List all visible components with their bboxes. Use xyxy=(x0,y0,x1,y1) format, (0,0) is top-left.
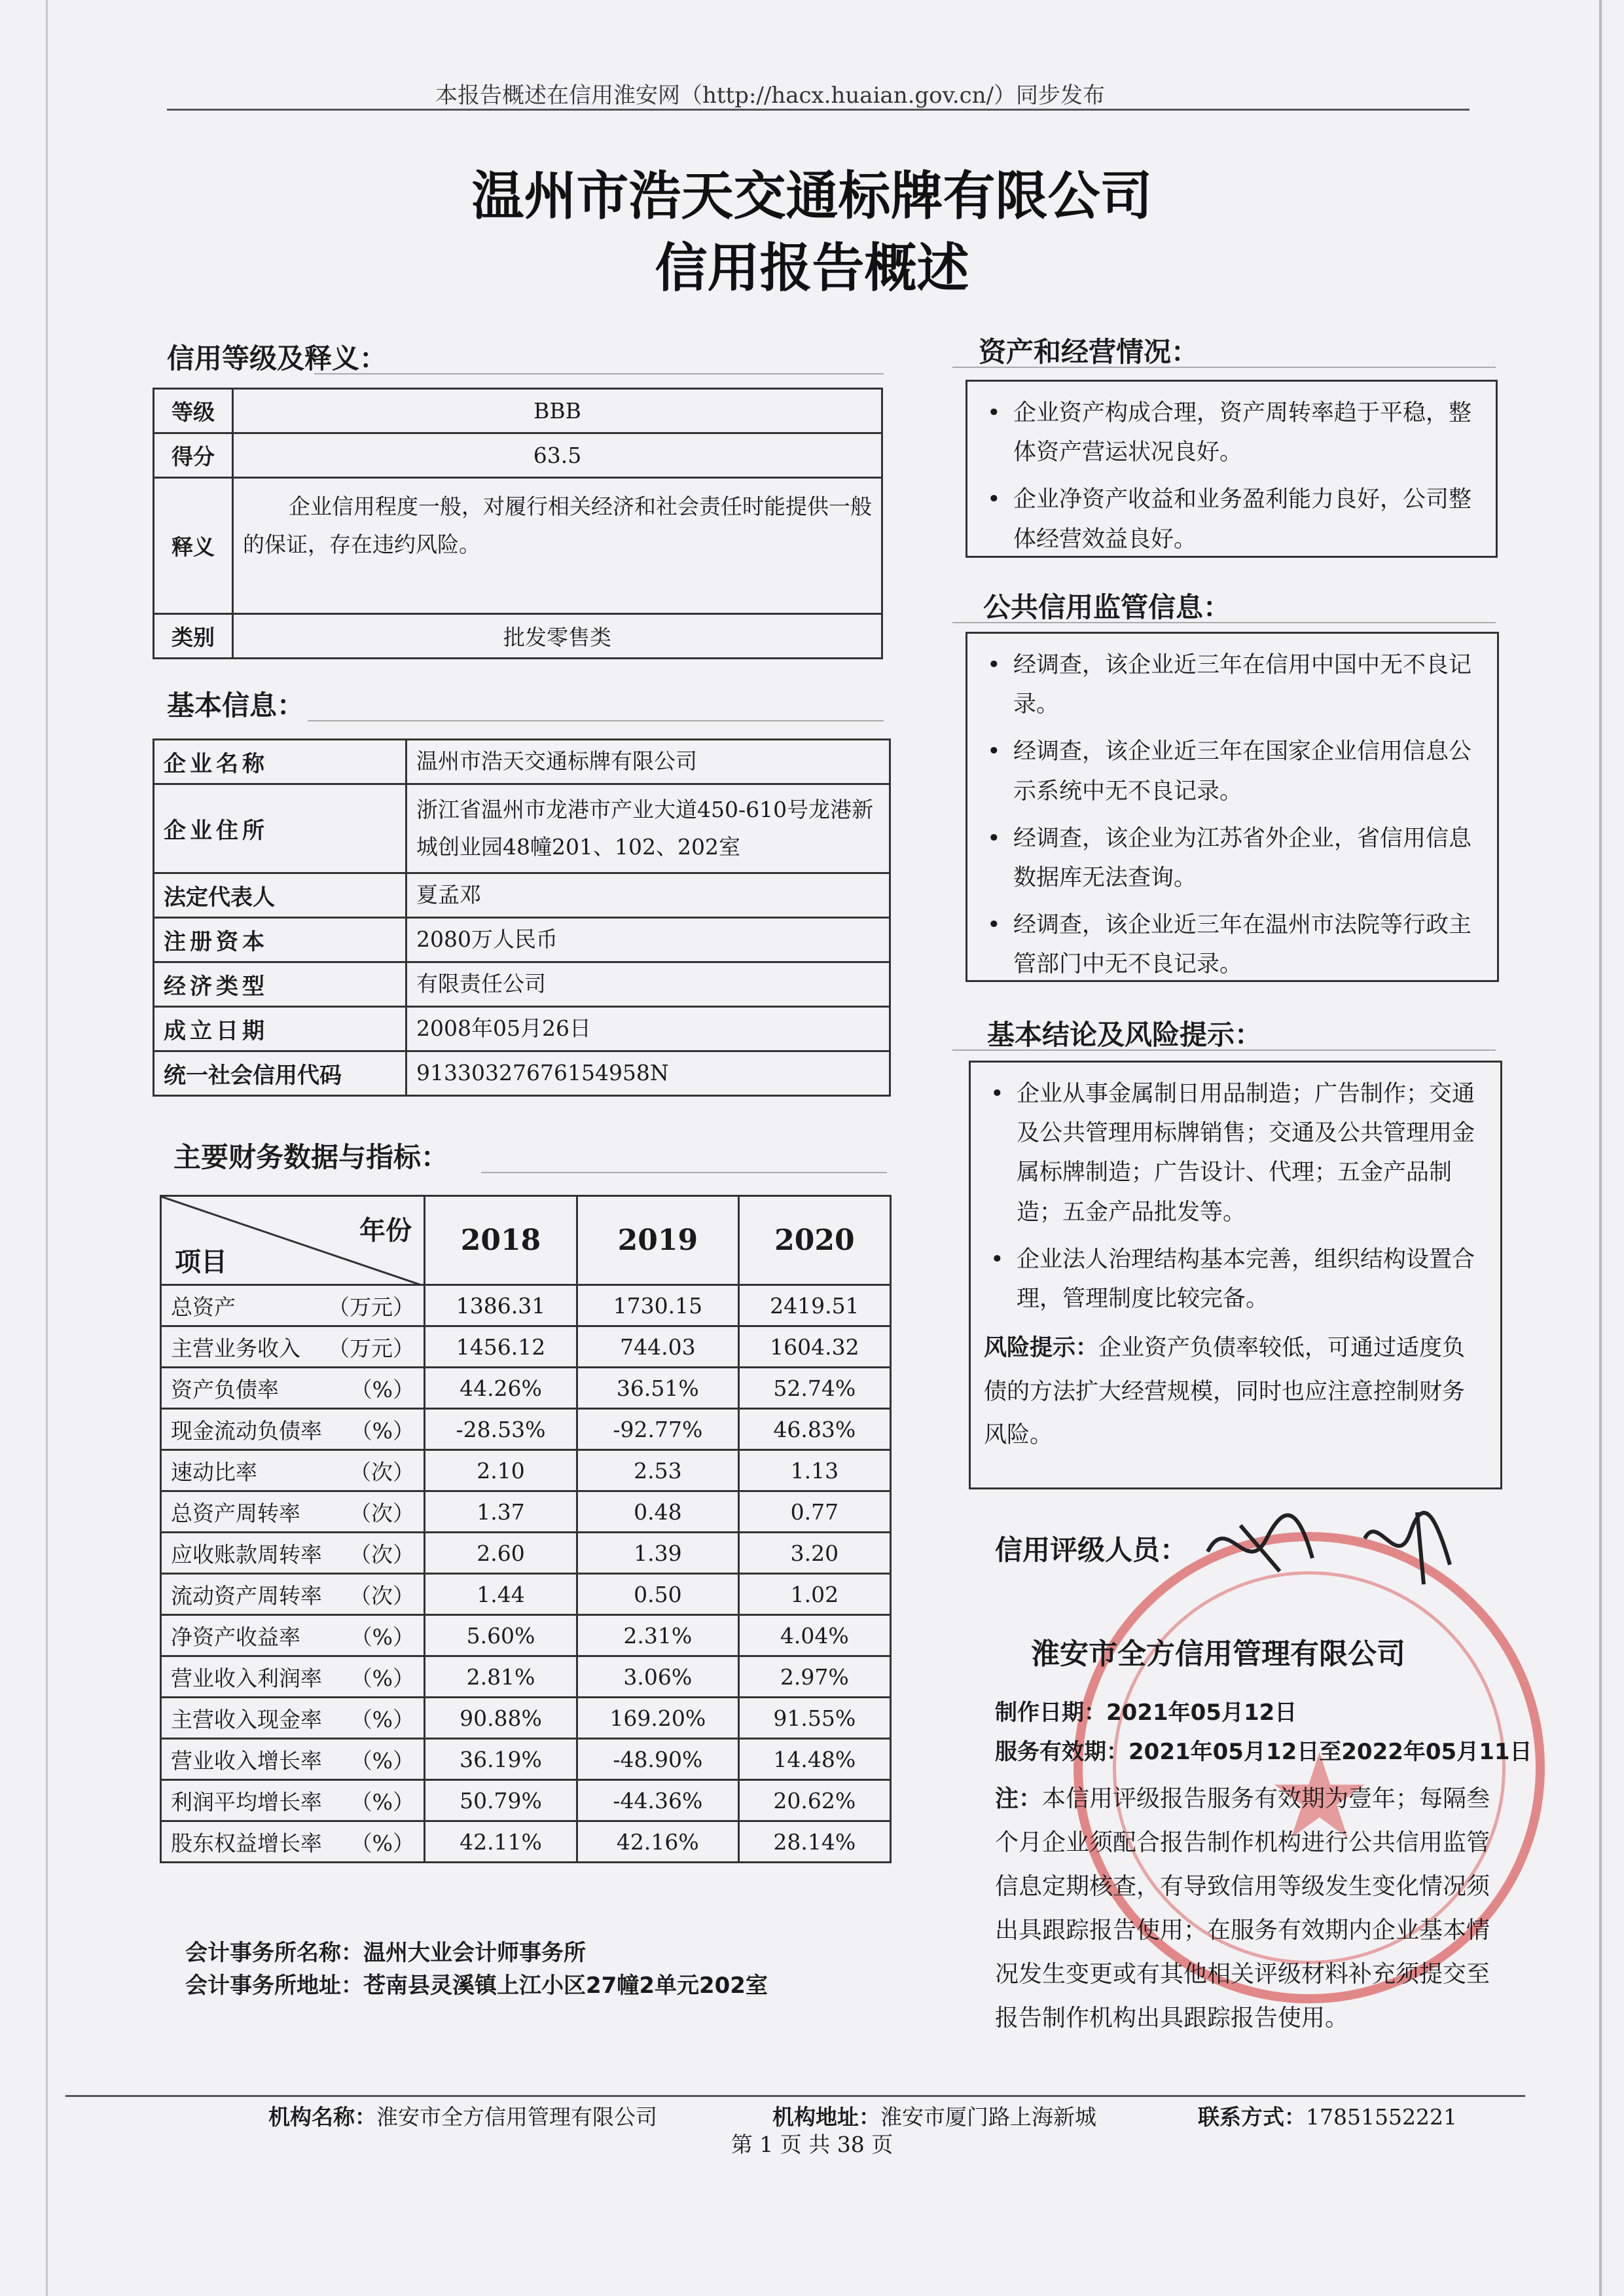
rating-category-value: 批发零售类 xyxy=(233,614,882,659)
finance-value-2019: -48.90% xyxy=(577,1739,739,1780)
basic-label: 企业住所 xyxy=(154,784,406,873)
rating-grade-value: BBB xyxy=(233,389,882,433)
finance-value-2019: 3.06% xyxy=(577,1656,739,1698)
finance-row xyxy=(161,1409,891,1450)
conclusion-item: • 企业从事金属制日用品制造；广告制作；交通及公共管理用标牌销售；交通及公共管理用金属标牌制造；广告设计、代理；五金产品制造；五金产品批发等。 xyxy=(984,1074,1487,1232)
finance-item-unit: （次） xyxy=(350,1582,414,1609)
finance-row xyxy=(161,1821,891,1863)
year-header: 2019 xyxy=(577,1196,739,1285)
sync-publish-note: 本报告概述在信用淮安网（http://hacx.huaian.gov.cn/）同步发布 xyxy=(435,82,1106,109)
assets-box xyxy=(965,380,1498,558)
rating-label: 类别 xyxy=(154,614,233,659)
assets-item: • 企业资产构成合理，资产周转率趋于平稳，整体资产营运状况良好。 xyxy=(981,393,1483,472)
finance-value-2020: 1604.32 xyxy=(738,1326,890,1368)
basic-section-rule xyxy=(308,720,884,721)
rating-section-title: 信用等级及释义： xyxy=(167,342,388,374)
rating-row-category xyxy=(154,614,882,659)
header-item-label: 项目 xyxy=(175,1247,227,1277)
valid-period-label: 服务有效期： xyxy=(995,1739,1128,1765)
public-item: • 经调查，该企业近三年在温州市法院等行政主管部门中无不良记录。 xyxy=(981,905,1484,984)
rating-label: 释义 xyxy=(154,478,233,614)
assets-section-rule xyxy=(952,367,1496,368)
finance-value-2018: 2.10 xyxy=(425,1450,577,1491)
finance-item-name: 利润平均增长率 xyxy=(171,1789,322,1815)
finance-item-cell xyxy=(161,1450,425,1491)
finance-item-unit: （%） xyxy=(350,1376,414,1402)
finance-item-cell xyxy=(161,1615,425,1656)
public-item: • 经调查，该企业近三年在信用中国中无不良记录。 xyxy=(981,646,1484,724)
finance-header-diagonal-cell xyxy=(161,1196,425,1285)
finance-section-rule xyxy=(481,1172,887,1173)
finance-item-unit: （%） xyxy=(350,1624,414,1650)
finance-section-title: 主要财务数据与指标： xyxy=(173,1141,449,1173)
issue-date-label: 制作日期： xyxy=(995,1700,1106,1726)
finance-value-2020: 1.02 xyxy=(738,1574,890,1615)
issue-date-line xyxy=(995,1694,1297,1726)
finance-item-name: 股东权益增长率 xyxy=(171,1830,322,1856)
finance-value-2018: 44.26% xyxy=(425,1368,577,1409)
finance-item-name: 总资产 xyxy=(171,1294,236,1320)
basic-value: 浙江省温州市龙港市产业大道450-610号龙港新城创业园48幢201、102、202室 xyxy=(406,784,890,873)
footer-org-value: 淮安市全方信用管理有限公司 xyxy=(376,2104,657,2130)
public-item: • 经调查，该企业为江苏省外企业，省信用信息数据库无法查询。 xyxy=(981,819,1484,898)
accounting-address-label: 会计事务所地址： xyxy=(185,1973,363,1999)
conclusion-item: • 企业法人治理结构基本完善，组织结构设置合理，管理制度比较完备。 xyxy=(984,1240,1487,1319)
page-binding-edge xyxy=(46,0,48,2296)
finance-value-2020: 4.04% xyxy=(738,1615,890,1656)
finance-value-2020: 2.97% xyxy=(738,1656,890,1698)
finance-row xyxy=(161,1285,891,1326)
report-title-subtitle: 信用报告概述 xyxy=(655,238,969,299)
finance-row xyxy=(161,1491,891,1533)
finance-value-2019: 42.16% xyxy=(577,1821,739,1863)
finance-item-unit: （%） xyxy=(350,1830,414,1856)
raters-label: 信用评级人员： xyxy=(995,1534,1188,1566)
finance-item-unit: （次） xyxy=(350,1500,414,1526)
risk-text: 企业资产负债率较低，可通过适度负债的方法扩大经营规模，同时也应注意控制财务风险。 xyxy=(984,1335,1466,1449)
finance-item-unit: （次） xyxy=(350,1459,414,1485)
basic-label: 法定代表人 xyxy=(154,873,406,918)
finance-value-2018: 2.81% xyxy=(425,1656,577,1698)
valid-period-line xyxy=(995,1734,1532,1766)
finance-value-2018: 1386.31 xyxy=(425,1285,577,1326)
note-label: 注： xyxy=(995,1785,1043,1812)
finance-value-2019: 169.20% xyxy=(577,1698,739,1739)
footer-org-label: 机构名称： xyxy=(268,2104,376,2130)
accounting-address-value: 苍南县灵溪镇上江小区27幢2单元202室 xyxy=(363,1973,768,1999)
basic-info-table xyxy=(153,738,891,1097)
finance-row xyxy=(161,1615,891,1656)
finance-value-2019: 36.51% xyxy=(577,1368,739,1409)
footer-contact-label: 联系方式： xyxy=(1198,2104,1306,2130)
finance-value-2018: 90.88% xyxy=(425,1698,577,1739)
finance-value-2018: 42.11% xyxy=(425,1821,577,1863)
basic-row xyxy=(154,784,890,873)
finance-value-2019: 2.31% xyxy=(577,1615,739,1656)
basic-section-title: 基本信息： xyxy=(167,689,305,721)
finance-item-name: 营业收入增长率 xyxy=(171,1747,322,1774)
finance-item-cell xyxy=(161,1780,425,1821)
footer-org xyxy=(268,2100,657,2131)
finance-value-2019: 0.48 xyxy=(577,1491,739,1533)
finance-item-cell xyxy=(161,1368,425,1409)
footer-address xyxy=(772,2100,1096,2131)
finance-value-2019: 744.03 xyxy=(577,1326,739,1368)
basic-row xyxy=(154,873,890,918)
accounting-firm-line xyxy=(185,1935,586,1967)
finance-row xyxy=(161,1368,891,1409)
finance-item-cell xyxy=(161,1821,425,1863)
finance-value-2018: 50.79% xyxy=(425,1780,577,1821)
footer-contact-value: 17851552221 xyxy=(1306,2104,1457,2130)
basic-label: 统一社会信用代码 xyxy=(154,1051,406,1096)
basic-row xyxy=(154,918,890,962)
header-year-label: 年份 xyxy=(359,1216,412,1246)
finance-row xyxy=(161,1739,891,1780)
finance-item-name: 资产负债率 xyxy=(171,1376,279,1402)
finance-value-2018: 36.19% xyxy=(425,1739,577,1780)
conclusion-box xyxy=(969,1061,1502,1489)
validity-note xyxy=(995,1777,1492,2041)
finance-value-2019: -44.36% xyxy=(577,1780,739,1821)
finance-row xyxy=(161,1574,891,1615)
finance-value-2018: 1456.12 xyxy=(425,1326,577,1368)
footer-address-value: 淮安市厦门路上海新城 xyxy=(880,2104,1096,2130)
basic-value: 有限责任公司 xyxy=(406,962,890,1007)
finance-item-cell xyxy=(161,1285,425,1326)
finance-item-cell xyxy=(161,1491,425,1533)
public-section-title: 公共信用监管信息： xyxy=(983,591,1231,623)
basic-row xyxy=(154,1051,890,1096)
basic-label: 企业名称 xyxy=(154,740,406,784)
basic-value: 2008年05月26日 xyxy=(406,1007,890,1051)
finance-item-name: 流动资产周转率 xyxy=(171,1582,322,1609)
finance-value-2020: 28.14% xyxy=(738,1821,890,1863)
finance-item-unit: （万元） xyxy=(328,1335,414,1361)
finance-item-unit: （万元） xyxy=(328,1294,414,1320)
footer-contact xyxy=(1198,2100,1457,2131)
note-text: 本信用评级报告服务有效期为壹年；每隔叁个月企业须配合报告制作机构进行公共信用监管信息定期核查，有导致信用等级发生变化情况须出具跟踪报告使用；在服务有效期内企业基本情况发生变更或有其他相关评级材料补充须提交至报告制作机构出具跟踪报告使用。 xyxy=(995,1785,1490,2032)
page-number: 第 1 页 共 38 页 xyxy=(731,2132,893,2157)
finance-value-2019: 1730.15 xyxy=(577,1285,739,1326)
finance-row xyxy=(161,1533,891,1574)
accounting-firm-label: 会计事务所名称： xyxy=(185,1940,363,1966)
public-section-rule xyxy=(952,622,1496,623)
rating-score-value: 63.5 xyxy=(233,433,882,478)
finance-value-2020: 3.20 xyxy=(738,1533,890,1574)
rating-row-definition xyxy=(154,478,882,614)
finance-item-name: 应收账款周转率 xyxy=(171,1541,322,1567)
finance-row xyxy=(161,1780,891,1821)
basic-value: 2080万人民币 xyxy=(406,918,890,962)
assets-item: • 企业净资产收益和业务盈利能力良好，公司整体经营效益良好。 xyxy=(981,480,1483,558)
footer-address-label: 机构地址： xyxy=(772,2104,880,2130)
finance-item-cell xyxy=(161,1656,425,1698)
rater-signatures xyxy=(1201,1499,1476,1591)
finance-item-name: 营业收入利润率 xyxy=(171,1665,322,1691)
assets-section-title: 资产和经营情况： xyxy=(979,336,1199,368)
finance-value-2018: -28.53% xyxy=(425,1409,577,1450)
finance-value-2020: 52.74% xyxy=(738,1368,890,1409)
finance-value-2019: 2.53 xyxy=(577,1450,739,1491)
rating-row-grade xyxy=(154,389,882,433)
finance-row xyxy=(161,1450,891,1491)
year-header: 2018 xyxy=(425,1196,577,1285)
finance-value-2020: 91.55% xyxy=(738,1698,890,1739)
page-right-edge xyxy=(1599,0,1602,2296)
rating-definition-value: 企业信用程度一般，对履行相关经济和社会责任时能提供一般的保证，存在违约风险。 xyxy=(233,478,882,614)
risk-label: 风险提示： xyxy=(984,1335,1099,1362)
finance-table xyxy=(160,1195,892,1863)
finance-value-2019: -92.77% xyxy=(577,1409,739,1450)
basic-row xyxy=(154,1007,890,1051)
finance-item-name: 主营业务收入 xyxy=(171,1335,300,1361)
finance-item-cell xyxy=(161,1574,425,1615)
finance-item-name: 总资产周转率 xyxy=(171,1500,300,1526)
basic-label: 注册资本 xyxy=(154,918,406,962)
basic-row xyxy=(154,740,890,784)
rating-table xyxy=(153,388,883,659)
finance-item-cell xyxy=(161,1409,425,1450)
finance-item-unit: （%） xyxy=(350,1417,414,1444)
basic-row xyxy=(154,962,890,1007)
finance-value-2020: 14.48% xyxy=(738,1739,890,1780)
finance-row xyxy=(161,1698,891,1739)
accounting-address-line xyxy=(185,1967,768,1999)
finance-item-cell xyxy=(161,1326,425,1368)
finance-item-cell xyxy=(161,1739,425,1780)
finance-value-2020: 0.77 xyxy=(738,1491,890,1533)
header-divider xyxy=(167,109,1470,111)
finance-value-2020: 46.83% xyxy=(738,1409,890,1450)
finance-item-name: 净资产收益率 xyxy=(171,1624,300,1650)
finance-item-unit: （%） xyxy=(350,1789,414,1815)
issue-date-value: 2021年05月12日 xyxy=(1106,1700,1297,1726)
footer-divider xyxy=(65,2095,1525,2097)
finance-value-2018: 5.60% xyxy=(425,1615,577,1656)
seal-star-icon: ★ xyxy=(1267,1728,1373,1865)
finance-body xyxy=(161,1285,891,1863)
finance-item-name: 速动比率 xyxy=(171,1459,257,1485)
public-credit-box xyxy=(965,632,1499,982)
finance-value-2019: 0.50 xyxy=(577,1574,739,1615)
basic-value: 温州市浩天交通标牌有限公司 xyxy=(406,740,890,784)
finance-item-cell xyxy=(161,1698,425,1739)
risk-note xyxy=(984,1326,1487,1457)
finance-row xyxy=(161,1656,891,1698)
finance-item-unit: （%） xyxy=(350,1665,414,1691)
basic-label: 成立日期 xyxy=(154,1007,406,1051)
finance-row xyxy=(161,1326,891,1368)
finance-item-unit: （次） xyxy=(350,1541,414,1567)
finance-value-2019: 1.39 xyxy=(577,1533,739,1574)
conclusion-section-rule xyxy=(952,1049,1496,1051)
finance-item-cell xyxy=(161,1533,425,1574)
finance-item-unit: （%） xyxy=(350,1706,414,1732)
finance-value-2020: 1.13 xyxy=(738,1450,890,1491)
rating-row-score xyxy=(154,433,882,478)
accounting-firm-value: 温州大业会计师事务所 xyxy=(363,1940,586,1966)
valid-period-value: 2021年05月12日至2022年05月11日 xyxy=(1128,1739,1532,1765)
finance-value-2018: 2.60 xyxy=(425,1533,577,1574)
finance-value-2020: 2419.51 xyxy=(738,1285,890,1326)
finance-value-2018: 1.44 xyxy=(425,1574,577,1615)
finance-header-row xyxy=(161,1196,891,1285)
basic-value: 夏孟邓 xyxy=(406,873,890,918)
issuer-company: 淮安市全方信用管理有限公司 xyxy=(1031,1637,1405,1671)
conclusion-section-title: 基本结论及风险提示： xyxy=(987,1019,1263,1051)
report-title-company: 温州市浩天交通标牌有限公司 xyxy=(471,166,1153,227)
finance-value-2018: 1.37 xyxy=(425,1491,577,1533)
basic-value: 91330327676154958N xyxy=(406,1051,890,1096)
finance-item-name: 主营收入现金率 xyxy=(171,1706,322,1732)
rating-label: 得分 xyxy=(154,433,233,478)
basic-label: 经济类型 xyxy=(154,962,406,1007)
finance-item-name: 现金流动负债率 xyxy=(171,1417,322,1444)
finance-item-unit: （%） xyxy=(350,1747,414,1774)
public-item: • 经调查，该企业近三年在国家企业信用信息公示系统中无不良记录。 xyxy=(981,732,1484,811)
year-header: 2020 xyxy=(738,1196,890,1285)
finance-value-2020: 20.62% xyxy=(738,1780,890,1821)
rating-section-rule xyxy=(314,373,884,374)
rating-label: 等级 xyxy=(154,389,233,433)
